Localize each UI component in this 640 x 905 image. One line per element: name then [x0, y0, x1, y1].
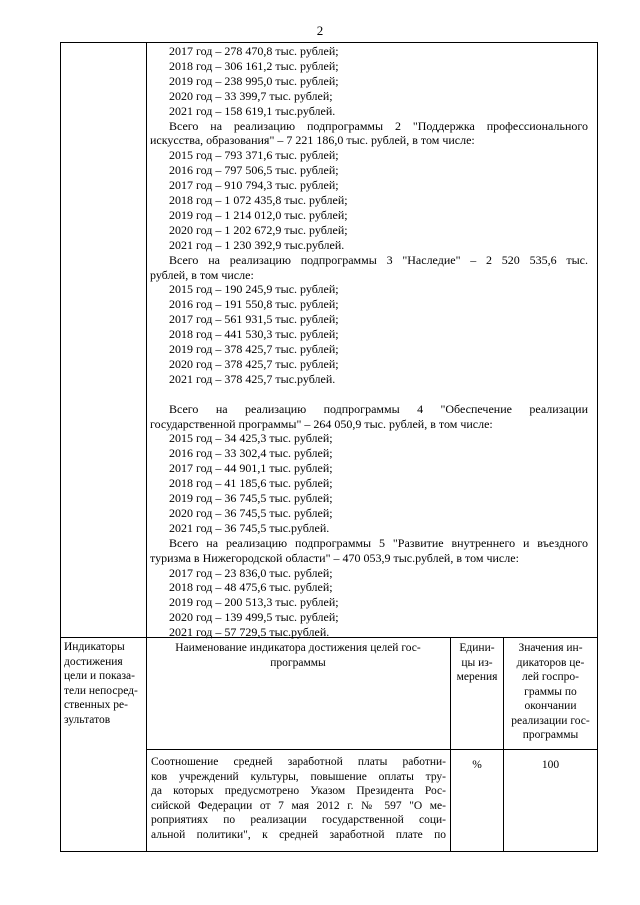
funding-intro-line: Всего на реализацию подпрограммы 2 "Поддержка профессионального	[169, 118, 588, 133]
funding-intro-line: искусства, образования" – 7 221 186,0 тыс. рублей, в том числе:	[150, 133, 475, 148]
header-unit	[451, 641, 503, 685]
funding-year-line: 2016 год – 797 506,5 тыс. рублей;	[169, 163, 339, 178]
indicator-line: ков учреждений культуры, повышение оплаты тру-	[151, 770, 446, 783]
table-border-left	[60, 42, 61, 852]
header-line: лей госпро-	[522, 671, 579, 683]
funding-year-line: 2018 год – 441 530,3 тыс. рублей;	[169, 327, 339, 342]
header-line: программы	[522, 729, 579, 741]
indicator-value-cell: 100	[541, 759, 560, 771]
funding-year-line: 2020 год – 1 202 672,9 тыс. рублей;	[169, 222, 348, 237]
funding-year-line: 2018 год – 306 161,2 тыс. рублей;	[169, 58, 339, 73]
header-row-divider	[146, 749, 598, 750]
funding-intro-line: Всего на реализацию подпрограммы 4 "Обеспечение реализации	[169, 401, 588, 416]
funding-intro-line: государственной программы" – 264 050,9 тыс. рублей, в том числе:	[150, 416, 493, 431]
funding-intro-line: Всего на реализацию подпрограммы 5 "Развитие внутреннего и въездного	[169, 535, 588, 550]
funding-year-line: 2017 год – 278 470,8 тыс. рублей;	[169, 44, 339, 58]
funding-year-line: 2017 год – 910 794,3 тыс. рублей;	[169, 178, 339, 193]
header-line: граммы по	[524, 685, 577, 698]
funding-year-line: 2015 год – 793 371,6 тыс. рублей;	[169, 148, 339, 163]
indicator-unit-cell: %	[472, 759, 482, 771]
header-line: окончании	[524, 700, 577, 712]
header-line: цы из-	[461, 656, 493, 669]
funding-year-line: 2018 год – 1 072 435,8 тыс. рублей;	[169, 193, 348, 207]
indicator-line: альной политики", к средней заработной плате по	[151, 828, 446, 841]
funding-year-line: 2019 год – 1 214 012,0 тыс. рублей;	[169, 207, 348, 222]
label-line: тели непосред-	[64, 684, 138, 697]
funding-year-line: 2016 год – 33 302,4 тыс. рублей;	[169, 446, 333, 461]
table-border-right	[597, 42, 598, 852]
indicator-line: Соотношение средней заработной платы работни-	[151, 756, 446, 768]
funding-year-line: 2020 год – 33 399,7 тыс. рублей;	[169, 88, 333, 103]
table-border-top	[60, 42, 598, 43]
header-line: дикаторов це-	[516, 656, 585, 669]
indicator-line: сийской Федерации от 7 мая 2012 г. № 597 "О ме-	[151, 799, 446, 812]
funding-year-line: 2021 год – 378 425,7 тыс.рублей.	[169, 371, 336, 386]
funding-year-line: 2019 год – 378 425,7 тыс. рублей;	[169, 342, 339, 356]
header-line: Едини-	[459, 642, 495, 654]
funding-year-line: 2019 год – 36 745,5 тыс. рублей;	[169, 491, 333, 505]
funding-year-line: 2019 год – 200 513,3 тыс. рублей;	[169, 595, 339, 610]
column-divider	[146, 42, 147, 852]
funding-year-line: 2019 год – 238 995,0 тыс. рублей;	[169, 73, 339, 88]
header-target-value	[504, 641, 597, 743]
funding-year-line: 2020 год – 139 499,5 тыс. рублей;	[169, 610, 339, 625]
funding-year-line: 2021 год – 36 745,5 тыс.рублей.	[169, 520, 330, 535]
funding-year-line: 2020 год – 378 425,7 тыс. рублей;	[169, 356, 339, 371]
label-line: зультатов	[64, 713, 111, 726]
funding-year-line: 2017 год – 561 931,5 тыс. рублей;	[169, 312, 339, 327]
funding-year-line: 2021 год – 57 729,5 тыс.рублей.	[169, 625, 330, 640]
header-line: реализации гос-	[511, 714, 590, 727]
funding-year-line: 2020 год – 36 745,5 тыс. рублей;	[169, 505, 333, 520]
funding-year-line: 2016 год – 191 550,8 тыс. рублей;	[169, 297, 339, 312]
funding-year-line: 2021 год – 1 230 392,9 тыс.рублей.	[169, 237, 345, 252]
header-line: Значения ин-	[518, 642, 583, 654]
funding-year-line: 2018 год – 48 475,6 тыс. рублей;	[169, 580, 333, 595]
header-line: мерения	[456, 671, 498, 683]
funding-intro-line: Всего на реализацию подпрограммы 3 "Наследие" – 2 520 535,6 тыс.	[169, 252, 588, 267]
page-number: 2	[316, 23, 324, 38]
header-line: программы	[270, 656, 326, 669]
indicator-line: да которых предусмотрено Указом Президента Рос-	[151, 785, 446, 797]
funding-year-line: 2015 год – 190 245,9 тыс. рублей;	[169, 282, 339, 297]
funding-year-line: 2018 год – 41 185,6 тыс. рублей;	[169, 476, 333, 491]
label-line: ственных ре-	[64, 699, 128, 711]
header-indicator-name	[150, 641, 446, 670]
funding-year-line: 2021 год – 158 619,1 тыс.рублей.	[169, 103, 336, 118]
table-border-bottom	[60, 851, 598, 852]
indicator-line: роприятиях по реализации государственной соци-	[151, 814, 446, 826]
indicators-row-label	[64, 640, 144, 727]
label-line: достижения	[64, 655, 123, 668]
header-line: Наименование индикатора достижения целей гос-	[175, 642, 421, 654]
label-line: цели и показа-	[64, 670, 135, 682]
funding-intro-line: туризма в Нижегородской области" – 470 053,9 тыс.рублей, в том числе:	[150, 550, 519, 565]
funding-year-line: 2015 год – 34 425,3 тыс. рублей;	[169, 431, 333, 446]
label-line: Индикаторы	[64, 641, 125, 653]
funding-intro-line: рублей, в том числе:	[150, 267, 254, 282]
funding-year-line: 2017 год – 23 836,0 тыс. рублей;	[169, 565, 333, 580]
indicator-name-cell	[151, 755, 446, 842]
funding-year-line: 2017 год – 44 901,1 тыс. рублей;	[169, 461, 333, 476]
